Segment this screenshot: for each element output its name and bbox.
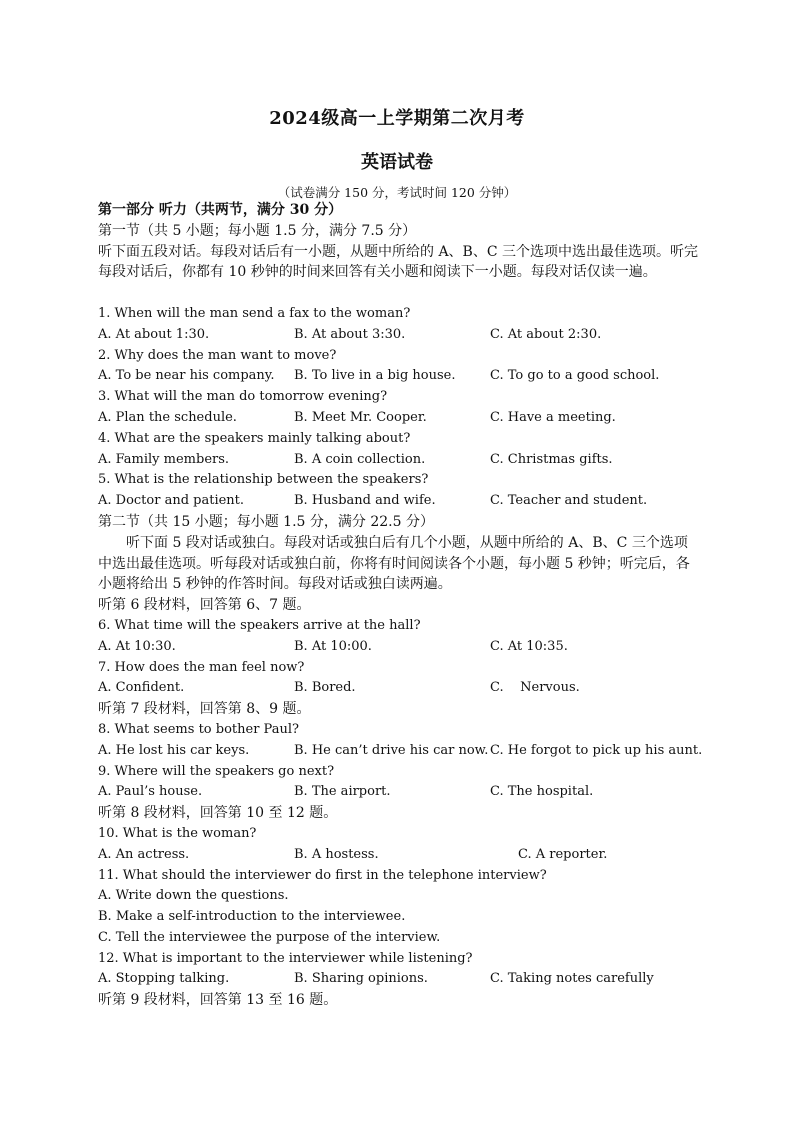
question-5-options (98, 491, 698, 512)
question-5-option-c: C. Teacher and student. (490, 493, 648, 509)
question-10-stem: 10. What is the woman? (98, 825, 257, 841)
question-7-option-a: A. Confident. (98, 680, 185, 696)
material-7-heading: 听第 7 段材料，回答第 8、9 题。 (98, 701, 311, 718)
question-3-option-b: B. Meet Mr. Cooper. (294, 409, 427, 425)
question-4-stem: 4. What are the speakers mainly talking about? (98, 430, 411, 446)
question-10-option-b: B. A hostess. (294, 846, 379, 862)
question-10-option-c: C. A reporter. (518, 846, 608, 862)
question-2-option-b: B. To live in a big house. (294, 368, 456, 384)
question-8-options (98, 741, 703, 762)
question-8-option-c: C. He forgot to pick up his aunt. (490, 742, 703, 758)
section1-instructions: 听下面五段对话。每段对话后有一小题，从题中所给的 A、B、C 三个选项中选出最佳选项。听完每段对话后，你都有 10 秒钟的时间来回答有关小题和阅读下一小题。每段对话仅读一遍。 (98, 243, 699, 281)
exam-title: 2024级高一上学期第二次月考 (269, 108, 525, 129)
question-7-stem: 7. How does the man feel now? (98, 659, 305, 675)
question-3-stem: 3. What will the man do tomorrow evening? (98, 389, 388, 405)
question-7-option-b: B. Bored. (294, 680, 356, 696)
question-2-option-c: C. To go to a good school. (490, 368, 660, 384)
question-11-option-a: A. Write down the questions. (98, 888, 289, 904)
question-1-option-c: C. At about 2:30. (490, 326, 602, 342)
question-8-stem: 8. What seems to bother Paul? (98, 721, 299, 737)
question-9-option-a: A. Paul’s house. (98, 784, 203, 800)
question-6-options (98, 637, 698, 658)
question-6-option-b: B. At 10:00. (294, 638, 372, 654)
material-6-heading: 听第 6 段材料，回答第 6、7 题。 (98, 597, 311, 614)
question-7-option-c: C. Nervous. (490, 680, 580, 696)
question-5-option-b: B. Husband and wife. (294, 493, 436, 509)
question-2-stem: 2. Why does the man want to move? (98, 347, 337, 363)
question-1-option-a: A. At about 1:30. (98, 326, 210, 342)
question-9-option-c: C. The hospital. (490, 784, 594, 800)
question-9-option-b: B. The airport. (294, 784, 391, 800)
exam-note: （试卷满分 150 分，考试时间 120 分钟） (277, 185, 517, 200)
question-12-option-c: C. Taking notes carefully (490, 971, 654, 987)
question-12-option-b: B. Sharing opinions. (294, 971, 428, 987)
question-6-option-a: A. At 10:30. (98, 638, 176, 654)
question-10-option-a: A. An actress. (98, 846, 190, 862)
question-3-option-c: C. Have a meeting. (490, 409, 616, 425)
question-1-stem: 1. When will the man send a fax to the woman? (98, 305, 411, 321)
question-7-options (98, 678, 698, 699)
question-2-options (98, 366, 698, 387)
question-9-options (98, 782, 698, 803)
question-5-option-a: A. Doctor and patient. (98, 493, 245, 509)
material-8-heading: 听第 8 段材料，回答第 10 至 12 题。 (98, 805, 338, 822)
question-1-option-b: B. At about 3:30. (294, 326, 406, 342)
question-8-option-b: B. He can’t drive his car now. (294, 742, 489, 758)
question-8-option-a: A. He lost his car keys. (98, 742, 250, 758)
question-4-option-c: C. Christmas gifts. (490, 451, 613, 467)
question-3-option-a: A. Plan the schedule. (98, 409, 237, 425)
section1-heading: 第一节（共 5 小题；每小题 1.5 分，满分 7.5 分） (98, 222, 417, 239)
part1-heading: 第一部分 听力（共两节，满分 30 分） (98, 202, 343, 218)
section2-instructions: 听下面 5 段对话或独白。每段对话或独白后有几个小题，从题中所给的 A、B、C 三个选项中选出最佳选项。听每段对话或独白前，你将有时间阅读各个小题，每小题 5 秒钟；听完后，各小题将给出 5 秒钟的作答时间。每段对话或独白读两遍。 (98, 534, 690, 593)
exam-content (98, 200, 703, 1011)
question-12-option-a: A. Stopping talking. (98, 971, 230, 987)
question-5-stem: 5. What is the relationship between the speakers? (98, 472, 429, 488)
question-12-stem: 12. What is important to the interviewer while listening? (98, 950, 473, 966)
question-12-options (98, 969, 698, 990)
question-11-option-c: C. Tell the interviewee the purpose of the interview. (98, 929, 441, 945)
question-3-options (98, 408, 698, 429)
question-4-options (98, 450, 698, 471)
question-9-stem: 9. Where will the speakers go next? (98, 763, 335, 779)
question-11-option-b: B. Make a self-introduction to the interviewee. (98, 909, 406, 925)
section2-heading: 第二节（共 15 小题；每小题 1.5 分，满分 22.5 分） (98, 513, 434, 530)
question-2-option-a: A. To be near his company. (98, 368, 275, 384)
question-1-options (98, 325, 698, 346)
material-9-heading: 听第 9 段材料，回答第 13 至 16 题。 (98, 992, 338, 1009)
exam-subject: 英语试卷 (361, 152, 433, 173)
question-6-option-c: C. At 10:35. (490, 638, 568, 654)
question-4-option-a: A. Family members. (98, 451, 230, 467)
question-11-stem: 11. What should the interviewer do first in the telephone interview? (98, 867, 547, 883)
question-10-options (98, 845, 698, 866)
question-6-stem: 6. What time will the speakers arrive at the hall? (98, 617, 421, 633)
question-4-option-b: B. A coin collection. (294, 451, 426, 467)
